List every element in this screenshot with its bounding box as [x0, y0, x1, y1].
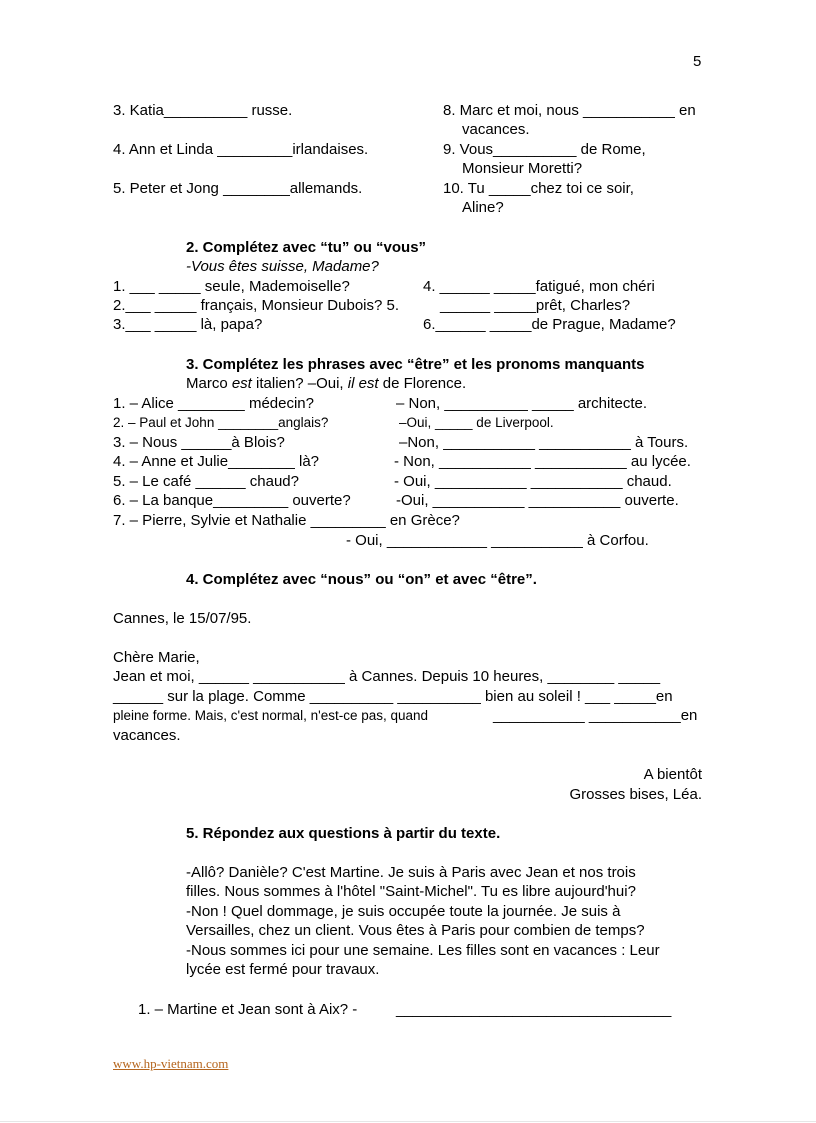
letter-closing: A bientôt	[643, 766, 702, 783]
exercise-item: 6. – La banque_________ ouverte?	[113, 492, 351, 509]
letter-date: Cannes, le 15/07/95.	[113, 610, 252, 627]
letter-line: ___________ ___________en	[493, 707, 698, 724]
exercise-item-continued: Monsieur Moretti?	[462, 160, 583, 177]
exercise-answer: – Non, __________ _____ architecte.	[396, 395, 648, 412]
dialogue-line: -Nous sommes ici pour une semaine. Les filles sont en vacances : Leur	[186, 942, 660, 959]
exercise-item: 3. Katia__________ russe.	[113, 102, 293, 119]
exercise-item: 2. – Paul et John ________anglais?	[113, 415, 329, 430]
exercise-item: 4. ______ _____fatigué, mon chéri	[423, 278, 655, 295]
dialogue-line: lycée est fermé pour travaux.	[186, 961, 380, 978]
exercise-item-continued: Aline?	[462, 199, 504, 216]
example-sentence: -Vous êtes suisse, Madame?	[186, 258, 379, 275]
exercise-item: 6.______ _____de Prague, Madame?	[423, 316, 676, 333]
page-number: 5	[693, 53, 702, 70]
letter-line: Jean et moi, ______ ___________ à Cannes. Depuis 10 heures, ________ _____	[113, 668, 661, 685]
letter-line: ______ sur la plage. Comme __________ __________ bien au soleil ! ___ _____en	[113, 688, 673, 705]
exercise-item: 1. ___ _____ seule, Mademoiselle?	[113, 278, 350, 295]
exercise-answer: - Oui, ____________ ___________ à Corfou.	[346, 532, 649, 549]
section-heading: 2. Complétez avec “tu” ou “vous”	[186, 239, 427, 256]
exercise-item: 5. – Le café ______ chaud?	[113, 473, 299, 490]
exercise-item: 8. Marc et moi, nous ___________ en	[443, 102, 696, 119]
letter-signature: Grosses bises, Léa.	[569, 786, 702, 803]
question: 1. – Martine et Jean sont à Aix? -	[138, 1001, 358, 1018]
section-heading: 3. Complétez les phrases avec “être” et les pronoms manquants	[186, 356, 645, 373]
example-sentence: Marco est italien? –Oui, il est de Florence.	[186, 375, 467, 392]
exercise-answer: -Oui, ___________ ___________ ouverte.	[396, 492, 679, 509]
exercise-item: ______ _____prêt, Charles?	[440, 297, 631, 314]
letter-line: vacances.	[113, 727, 181, 744]
letter-salutation: Chère Marie,	[113, 649, 200, 666]
exercise-item: 3. – Nous ______à Blois?	[113, 434, 285, 451]
page-bottom-divider	[0, 1121, 816, 1122]
exercise-item: 4. Ann et Linda _________irlandaises.	[113, 141, 369, 158]
answer-line: _________________________________	[396, 1001, 672, 1018]
exercise-answer: –Non, ___________ ___________ à Tours.	[399, 434, 689, 451]
exercise-item: 1. – Alice ________ médecin?	[113, 395, 314, 412]
exercise-item: 7. – Pierre, Sylvie et Nathalie _________ en Grèce?	[113, 512, 460, 529]
exercise-answer: - Oui, ___________ ___________ chaud.	[394, 473, 672, 490]
dialogue-line: Versailles, chez un client. Vous êtes à Paris pour combien de temps?	[186, 922, 645, 939]
exercise-answer: –Oui, _____ de Liverpool.	[399, 415, 554, 430]
dialogue-line: filles. Nous sommes à l'hôtel "Saint-Michel". Tu es libre aujourd'hui?	[186, 883, 636, 900]
exercise-item: 3.___ _____ là, papa?	[113, 316, 263, 333]
exercise-item-continued: vacances.	[462, 121, 530, 138]
exercise-item: 9. Vous__________ de Rome,	[443, 141, 646, 158]
dialogue-line: -Non ! Quel dommage, je suis occupée toute la journée. Je suis à	[186, 903, 621, 920]
exercise-item: 10. Tu _____chez toi ce soir,	[443, 180, 634, 197]
exercise-item: 2.___ _____ français, Monsieur Dubois? 5.	[113, 297, 400, 314]
footer-link[interactable]: www.hp-vietnam.com	[113, 1056, 229, 1071]
exercise-answer: - Non, ___________ ___________ au lycée.	[394, 453, 691, 470]
letter-line: pleine forme. Mais, c'est normal, n'est-ce pas, quand	[113, 708, 429, 723]
exercise-item: 4. – Anne et Julie________ là?	[113, 453, 320, 470]
exercise-item: 5. Peter et Jong ________allemands.	[113, 180, 363, 197]
section-heading: 5. Répondez aux questions à partir du texte.	[186, 825, 501, 842]
dialogue-line: -Allô? Danièle? C'est Martine. Je suis à Paris avec Jean et nos trois	[186, 864, 636, 881]
section-heading: 4. Complétez avec “nous” ou “on” et avec “être”.	[186, 571, 537, 588]
